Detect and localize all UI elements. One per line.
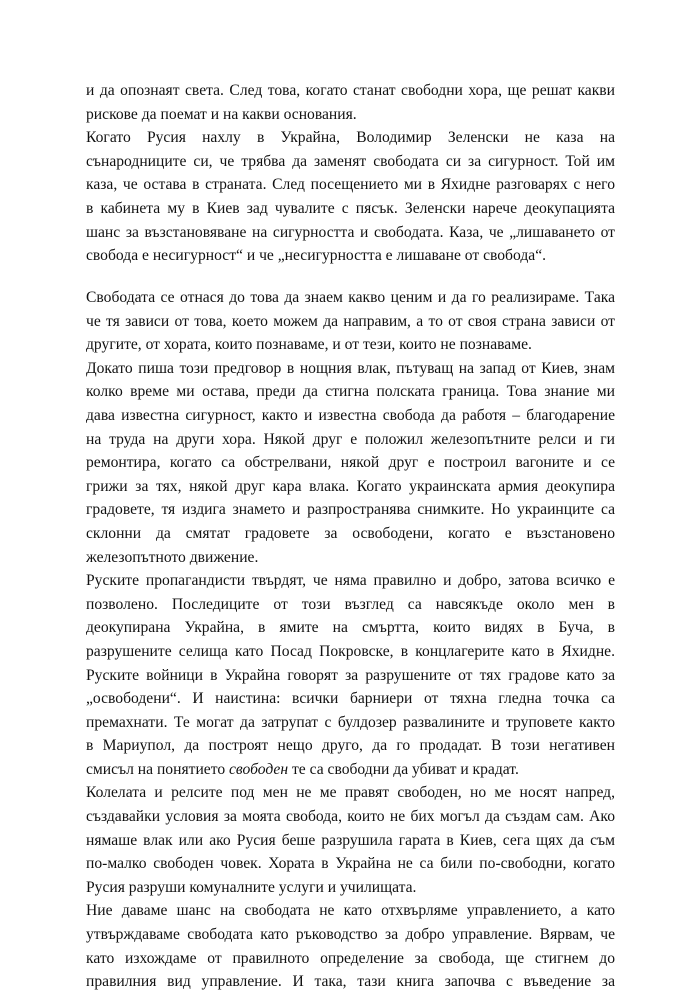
text-line: рискове да поемат и на какви основания. (86, 105, 357, 123)
text-line: дава известна сигурност, както и известна свобода да работя – благодарение (86, 406, 615, 424)
italic-word: свободен (229, 760, 289, 778)
text-line: утвърждаваме свободата като ръководство за добро управление. Вярвам, че (86, 926, 615, 944)
text-line: на труда на други хора. Някой друг е положил железопътните релси и ги (86, 430, 615, 448)
text-line: в кабинета му в Киев зад чувалите с пясък. Зеленски нарече деокупацията (86, 199, 615, 217)
text-line: Руските пропагандисти твърдят, че няма правилно и добро, затова всичко е (86, 572, 615, 590)
text-line: Руските войници в Украйна говорят за разрушените от тях градове като за (86, 666, 615, 684)
text-line: шанс за възстановяване на сигурността и свободата. Каза, че „лишаването от (86, 223, 615, 241)
text-section-1 (86, 79, 615, 268)
text-line: нямаше влак или ако Русия беше разрушила гарата в Киев, сега щях да съм (86, 831, 615, 849)
text-line: грижи за тях, някой друг кара влака. Когато украинската армия деокупира (86, 477, 615, 495)
text-line: градовете, тя издига знамето и разпространява снимките. Но украинците са (86, 501, 615, 519)
text-line: свобода е несигурност“ и че „несигурността е лишаване от свобода“. (86, 247, 547, 265)
text-line: правилния вид управление. И така, тази книга започва с въведение за (86, 973, 615, 991)
text-line: премахнати. Те могат да затрупат с булдозер развалините и труповете както (86, 713, 615, 731)
text-line: по-малко свободен човек. Хората в Украйна не са били по-свободни, когато (86, 855, 615, 873)
text-line: Когато Русия нахлу в Украйна, Володимир Зеленски не каза на (86, 129, 615, 147)
text-line: ремонтира, когато са обстрелвани, някой друг е построил вагоните и се (86, 454, 615, 472)
text-line: сънародниците си, че трябва да заменят свободата си за сигурност. Той им (86, 152, 615, 170)
text-line-tail: те са свободни да убиват и крадат. (288, 760, 519, 778)
text-line: „освободени“. И наистина: всички барниери от тяхна гледна точка са (86, 690, 615, 708)
text-line: в Мариупол, да построят нещо друго, да го продадат. В този негативен (86, 737, 615, 755)
text-line: колко време ми остава, преди да стигна полската граница. Това знание ми (86, 383, 615, 401)
text-line-lead: смисъл на понятието (86, 760, 230, 778)
text-line: Русия разруши комуналните услуги и училищата. (86, 878, 417, 896)
text-line: каза, че остава в страната. След посещението ми в Яхидне разговарях с него (86, 176, 615, 194)
text-line: като изхождаме от правилното определение за свобода, ще стигнем до (86, 949, 615, 967)
text-line: деокупирана Украйна, в ямите на смъртта, които видях в Буча, в (86, 619, 615, 637)
text-line: че тя зависи от това, което можем да направим, а то от своя страна зависи от (86, 312, 615, 330)
text-section-2 (86, 286, 615, 994)
text-line: и да опознаят света. След това, когато станат свободни хора, ще решат какви (86, 82, 615, 99)
text-line: създавайки условия за моята свобода, които не бих могъл да създам сам. Ако (86, 808, 615, 826)
text-line: железопътното движение. (86, 548, 259, 566)
text-line: позволено. Последиците от този възглед са навсякъде около мен в (86, 595, 615, 613)
text-line: Свободата се отнася до това да знаем какво ценим и да го реализираме. Така (86, 289, 615, 306)
text-line: другите, от хората, които познаваме, и от тези, които не познаваме. (86, 336, 532, 354)
text-line: Докато пиша този предговор в нощния влак, пътуващ на запад от Киев, знам (86, 359, 615, 377)
text-line: Колелата и релсите под мен не ме правят свободен, но ме носят напред, (86, 784, 615, 802)
text-line: склонни да смятат градовете за освободени, когато е възстановено (86, 524, 615, 542)
text-line: разрушените селища като Посад Покровске, в концлагерите като в Яхидне. (86, 642, 615, 660)
text-line: Ние даваме шанс на свободата не като отхвърляме управлението, а като (86, 902, 615, 920)
text-line-italic-mix (86, 758, 615, 782)
